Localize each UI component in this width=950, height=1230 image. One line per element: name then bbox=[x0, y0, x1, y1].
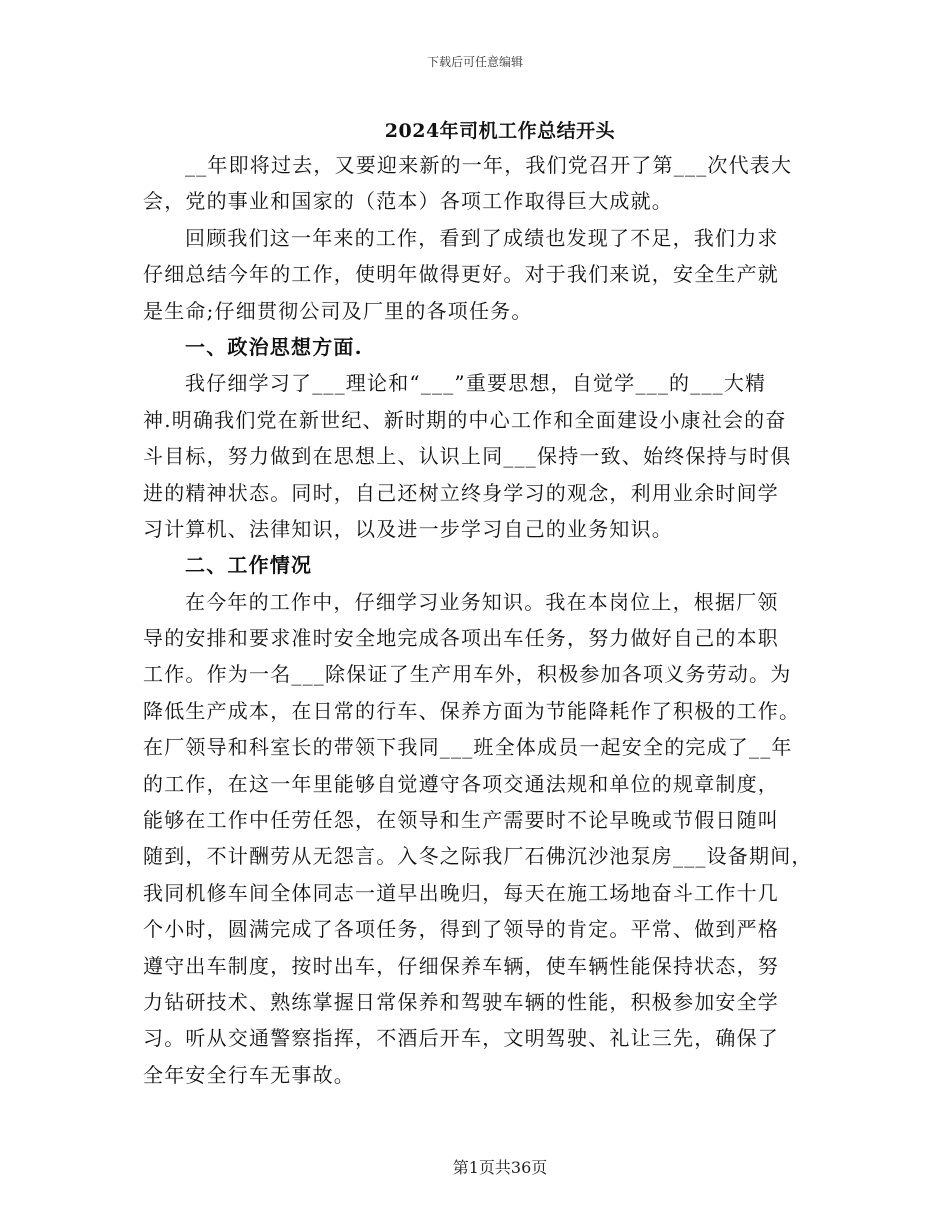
paragraph-line: 进的精神状态。同时，自己还树立终身学习的观念，利用业余时间学 bbox=[143, 480, 779, 505]
paragraph-line: 导的安排和要求准时安全地完成各项出车任务，努力做好自己的本职 bbox=[143, 626, 779, 651]
paragraph-line: 我同机修车间全体同志一道早出晚归，每天在施工场地奋斗工作十几 bbox=[143, 880, 779, 905]
paragraph-line: 仔细总结今年的工作，使明年做得更好。对于我们来说，安全生产就 bbox=[143, 262, 779, 287]
paragraph-line: 会，党的事业和国家的（范本）各项工作取得巨大成就。 bbox=[143, 189, 673, 214]
paragraph-line: 我仔细学习了___理论和“___”重要思想，自觉学___的___大精 bbox=[185, 371, 767, 396]
paragraph-line: 习。听从交通警察指挥，不酒后开车，文明驾驶、礼让三先，确保了 bbox=[143, 1026, 779, 1051]
paragraph-line: __年即将过去，又要迎来新的一年，我们党召开了第___次代表大 bbox=[185, 153, 793, 177]
paragraph-line: 在厂领导和科室长的带领下我同___班全体成员一起安全的完成了__年 bbox=[143, 735, 793, 760]
section-heading-work: 二、工作情况 bbox=[185, 553, 313, 578]
paragraph-line: 回顾我们这一年来的工作，看到了成绩也发现了不足，我们力求 bbox=[185, 225, 779, 250]
paragraph-line: 个小时，圆满完成了各项任务，得到了领导的肯定。平常、做到严格 bbox=[143, 917, 779, 942]
page-header-note: 下载后可任意编辑 bbox=[426, 55, 523, 69]
paragraph-line: 力钻研技术、熟练掌握日常保养和驾驶车辆的性能，积极参加安全学 bbox=[143, 989, 779, 1014]
paragraph-line: 随到，不计酬劳从无怨言。入冬之际我厂石佛沉沙池泵房___设备期间， bbox=[143, 844, 813, 869]
page-number-footer: 第1页共36页 bbox=[452, 1158, 548, 1177]
paragraph-line: 能够在工作中任劳任怨，在领导和生产需要时不论早晚或节假日随叫 bbox=[143, 808, 779, 833]
paragraph-line: 的工作，在这一年里能够自觉遵守各项交通法规和单位的规章制度， bbox=[143, 771, 779, 796]
document-title: 2024年司机工作总结开头 bbox=[384, 120, 616, 142]
paragraph-line: 神.明确我们党在新世纪、新时期的中心工作和全面建设小康社会的奋 bbox=[143, 407, 787, 432]
paragraph-line: 是生命;仔细贯彻公司及厂里的各项任务。 bbox=[143, 298, 533, 323]
paragraph-line: 工作。作为一名___除保证了生产用车外，积极参加各项义务劳动。为 bbox=[143, 662, 792, 687]
paragraph-line: 习计算机、法律知识，以及进一步学习自己的业务知识。 bbox=[143, 516, 673, 541]
paragraph-line: 降低生产成本，在日常的行车、保养方面为节能降耗作了积极的工作。 bbox=[143, 698, 801, 723]
document-body bbox=[143, 147, 823, 1093]
paragraph-line: 遵守出车制度，按时出车，仔细保养车辆，使车辆性能保持状态，努 bbox=[143, 953, 779, 978]
paragraph-line: 斗目标，努力做到在思想上、认识上同___保持一致、始终保持与时俱 bbox=[143, 444, 792, 469]
paragraph-line: 在今年的工作中，仔细学习业务知识。我在本岗位上，根据厂领 bbox=[185, 589, 779, 614]
section-heading-politics: 一、政治思想方面. bbox=[185, 334, 363, 359]
paragraph-line: 全年安全行车无事故。 bbox=[143, 1062, 355, 1087]
